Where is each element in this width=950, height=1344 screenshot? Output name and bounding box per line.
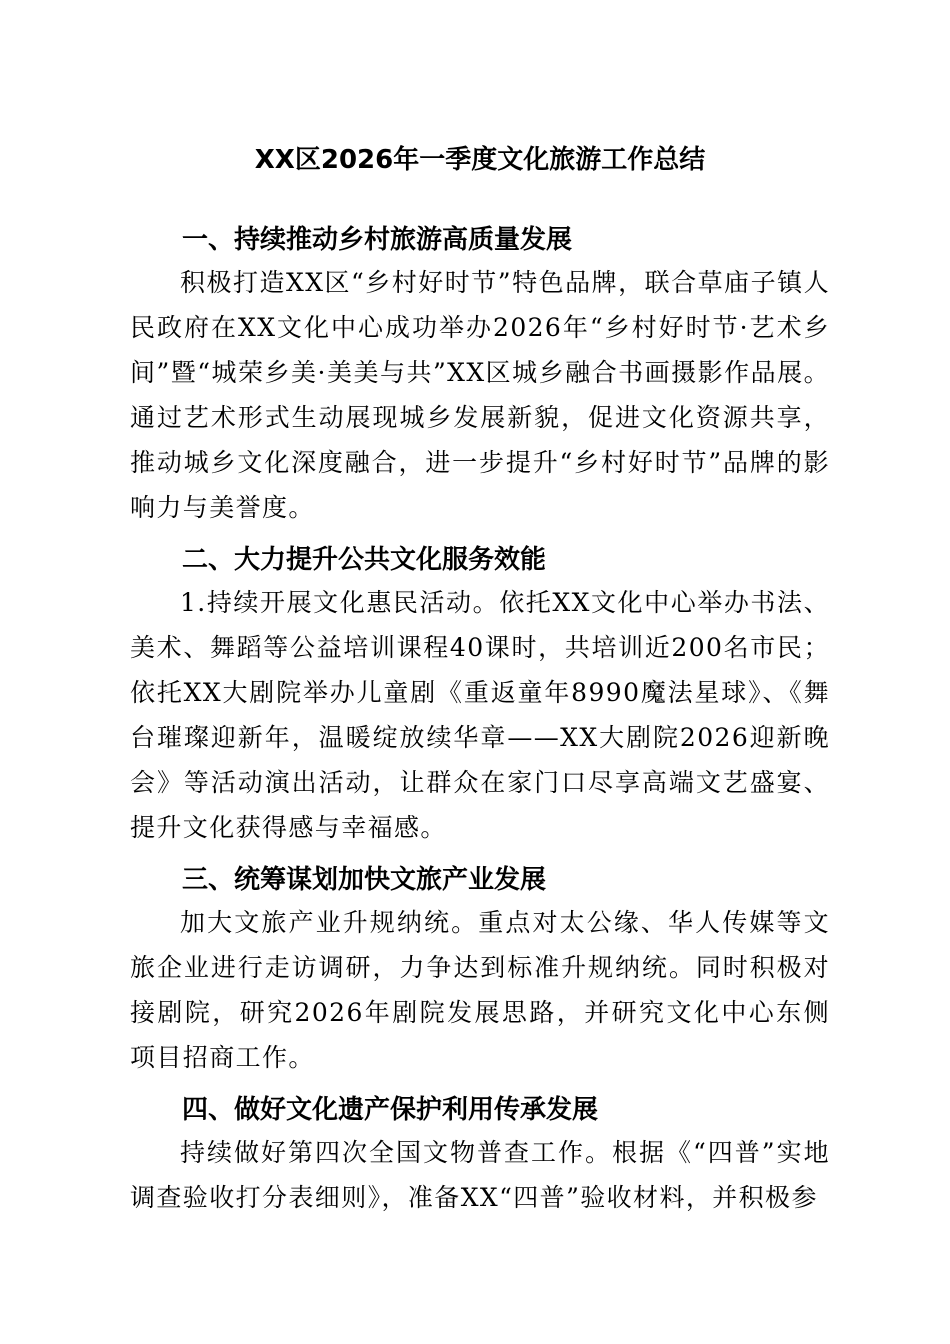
- section-tourism-industry: [130, 860, 830, 1080]
- section-cultural-heritage: [130, 1090, 830, 1220]
- document-title: XX区2026年一季度文化旅游工作总结: [254, 145, 706, 175]
- section-public-culture: [130, 540, 830, 850]
- document-body: [130, 140, 830, 1220]
- section-paragraph: 积极打造XX区“乡村好时节”特色品牌，联合草庙子镇人民政府在XX文化中心成功举办2026年“乡村好时节·艺术乡间”暨“城荣乡美·美美与共”XX区城乡融合书画摄影作品展。通过艺术形式生动展现城乡发展新貌，促进文化资源共享，推动城乡文化深度融合，进一步提升“乡村好时节”品牌的影响力与美誉度。: [130, 268, 830, 522]
- section-heading: 一、持续推动乡村旅游高质量发展: [182, 225, 573, 255]
- section-paragraph: 1.持续开展文化惠民活动。依托XX文化中心举办书法、美术、舞蹈等公益培训课程40课时，共培训近200名市民；依托XX大剧院举办儿童剧《重返童年8990魔法星球》、《舞台璀璨迎新年，温暖绽放续华章——XX大剧院2026迎新晚会》等活动演出活动，让群众在家门口尽享高端文艺盛宴、提升文化获得感与幸福感。: [130, 588, 830, 842]
- section-paragraph: 持续做好第四次全国文物普查工作。根据《“四普”实地调查验收打分表细则》，准备XX“四普”验收材料，并积极参: [130, 1138, 830, 1212]
- section-heading: 二、大力提升公共文化服务效能: [182, 545, 547, 575]
- section-heading: 四、做好文化遗产保护利用传承发展: [182, 1095, 599, 1125]
- section-rural-tourism: [130, 220, 830, 530]
- section-paragraph: 加大文旅产业升规纳统。重点对太公缘、华人传媒等文旅企业进行走访调研，力争达到标准升规纳统。同时积极对接剧院，研究2026年剧院发展思路，并研究文化中心东侧项目招商工作。: [130, 908, 830, 1072]
- section-heading: 三、统筹谋划加快文旅产业发展: [182, 865, 547, 895]
